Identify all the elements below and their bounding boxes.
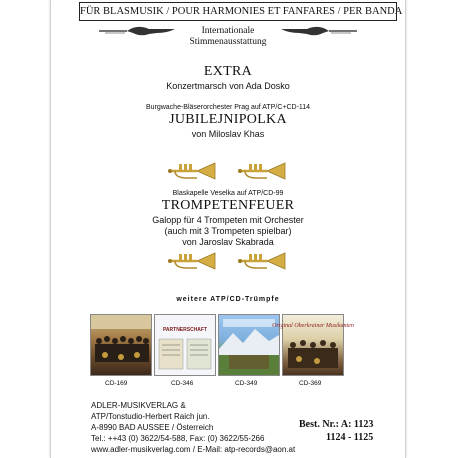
trumpet-icon bbox=[167, 160, 219, 182]
work-desc-line3: von Jaroslav Skabrada bbox=[182, 237, 274, 247]
landscape-cover-icon bbox=[219, 315, 279, 375]
cd-cover-369 bbox=[272, 314, 354, 376]
publisher-phone: Tel.: ++43 (0) 3622/54-588, Fax: (0) 3622/55-266 bbox=[91, 434, 265, 443]
cd-code-169: CD-169 bbox=[105, 380, 128, 387]
banner: FÜR BLASMUSIK / POUR HARMONIES ET FANFARES / PER BANDA bbox=[79, 2, 397, 21]
sheet-page bbox=[50, 0, 406, 458]
publisher-line1: ADLER-MUSIKVERLAG & bbox=[91, 401, 186, 410]
cover-title-text: PARTNERSCHAFT bbox=[162, 327, 208, 333]
work-desc-line1: Galopp für 4 Trompeten mit Orchester bbox=[152, 215, 304, 225]
cd-code-369: CD-369 bbox=[299, 380, 322, 387]
trumpet-icon bbox=[237, 250, 289, 272]
work-note-trompetenfeuer: Blaskapelle Veselka auf ATP/CD-99 bbox=[172, 190, 284, 197]
musikanten-cover-icon bbox=[272, 315, 354, 375]
work-note-jubilejni: Burgwache-Bläserorchester Prag auf ATP/C+CD-114 bbox=[145, 104, 311, 111]
work-desc-line2: (auch mit 3 Trompeten spielbar) bbox=[164, 226, 292, 236]
cd-cover-169 bbox=[90, 314, 152, 376]
work-title-extra: EXTRA bbox=[203, 64, 253, 79]
cd-code-346: CD-346 bbox=[171, 380, 194, 387]
work-desc-extra: Konzertmarsch von Ada Dosko bbox=[166, 81, 290, 91]
work-title-jubilejni: JUBILEJNIPOLKA bbox=[169, 112, 287, 127]
partnerschaft-cover-icon bbox=[155, 315, 215, 375]
band-photo-icon bbox=[91, 315, 151, 375]
order-number: Best. Nr.: A: 1123 bbox=[299, 419, 374, 430]
cover-title-text: Original Oberkrainer Musikanten bbox=[272, 323, 354, 329]
subtitle-line2: Stimmenausstattung bbox=[189, 37, 267, 47]
cd-cover-349 bbox=[218, 314, 280, 376]
publisher-web-email: www.adler-musikverlag.com / E-Mail: atp-records@aon.at bbox=[91, 445, 296, 454]
cd-cover-346 bbox=[154, 314, 216, 376]
subtitle-line1: Internationale bbox=[201, 26, 255, 36]
order-number-range: 1124 - 1125 bbox=[326, 432, 374, 443]
work-desc-jubilejni: von Miloslav Khas bbox=[191, 129, 265, 139]
publisher-line3: A-8990 BAD AUSSEE / Österreich bbox=[91, 423, 214, 432]
section-heading: weitere ATP/CD-Trümpfe bbox=[176, 296, 280, 303]
trumpet-icon bbox=[237, 160, 289, 182]
publisher-line2: ATP/Tonstudio-Herbert Raich jun. bbox=[91, 412, 210, 421]
cd-code-349: CD-349 bbox=[235, 380, 258, 387]
trumpet-icon bbox=[167, 250, 219, 272]
work-title-trompetenfeuer: TROMPETENFEUER bbox=[161, 198, 295, 213]
